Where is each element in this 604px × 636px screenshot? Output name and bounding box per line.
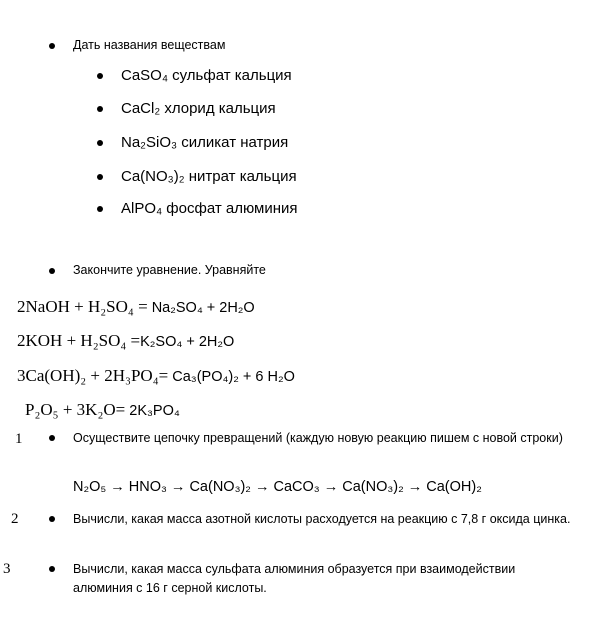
- substance-item: Ca(NO₃)₂ нитрат кальция: [121, 168, 297, 185]
- bullet-icon: [97, 106, 103, 112]
- bullet-icon: [49, 516, 55, 522]
- equation-row: [17, 297, 255, 317]
- substance-item: CaSO₄ сульфат кальция: [121, 67, 292, 84]
- bullet-icon: [49, 435, 55, 441]
- equation-row: [17, 366, 295, 386]
- task4-text: Вычисли, какая масса азотной кислоты расходуется на реакцию с 7,8 г оксида цинка.: [73, 512, 571, 526]
- task5-text: Вычисли, какая масса сульфата алюминия образуется при взаимодействии алюминия с 16 г серной кислоты.: [73, 562, 516, 595]
- equation-left: 3Ca(OH)₂ + 2H₃PO₄=: [17, 366, 169, 385]
- equation-left: 2KOH + H₂SO₄ =: [17, 331, 141, 350]
- equation-left: P₂O₅ + 3K₂O=: [25, 400, 126, 419]
- equation-row: [17, 331, 234, 351]
- equation-right: 2K₃PO₄: [125, 403, 180, 419]
- substance-item: Na₂SiO₃ силикат натрия: [121, 134, 289, 151]
- bullet-icon: [97, 206, 103, 212]
- substance-item: AlPO₄ фосфат алюминия: [121, 200, 298, 217]
- task3-text: Осуществите цепочку превращений (каждую новую реакцию пишем с новой строки): [73, 431, 563, 445]
- bullet-icon: [49, 43, 55, 49]
- equation-left: 2NaOH + H₂SO₄ =: [17, 297, 148, 316]
- bullet-icon: [97, 174, 103, 180]
- task-number: 2: [11, 511, 19, 527]
- substance-item: CaCl₂ хлорид кальция: [121, 100, 276, 117]
- task1-heading: Дать названия веществам: [73, 38, 226, 52]
- transformation-chain: N₂O₅ → HNO₃ → Ca(NO₃)₂ → CaCO₃ → Ca(NO₃)₂ → Ca(OH)₂: [73, 479, 482, 495]
- bullet-icon: [97, 140, 103, 146]
- task2-heading: Закончите уравнение. Уравняйте: [73, 263, 266, 277]
- task-number: 1: [15, 431, 23, 447]
- equation-row: [25, 400, 180, 420]
- equation-right: Ca₃(PO₄)₂ + 6 H₂O: [168, 369, 295, 385]
- equation-right: Na₂SO₄ + 2H₂O: [147, 300, 255, 316]
- bullet-icon: [49, 268, 55, 274]
- bullet-icon: [97, 73, 103, 79]
- equation-right: K₂SO₄ + 2H₂O: [140, 334, 235, 350]
- task-number: 3: [3, 561, 11, 577]
- bullet-icon: [49, 566, 55, 572]
